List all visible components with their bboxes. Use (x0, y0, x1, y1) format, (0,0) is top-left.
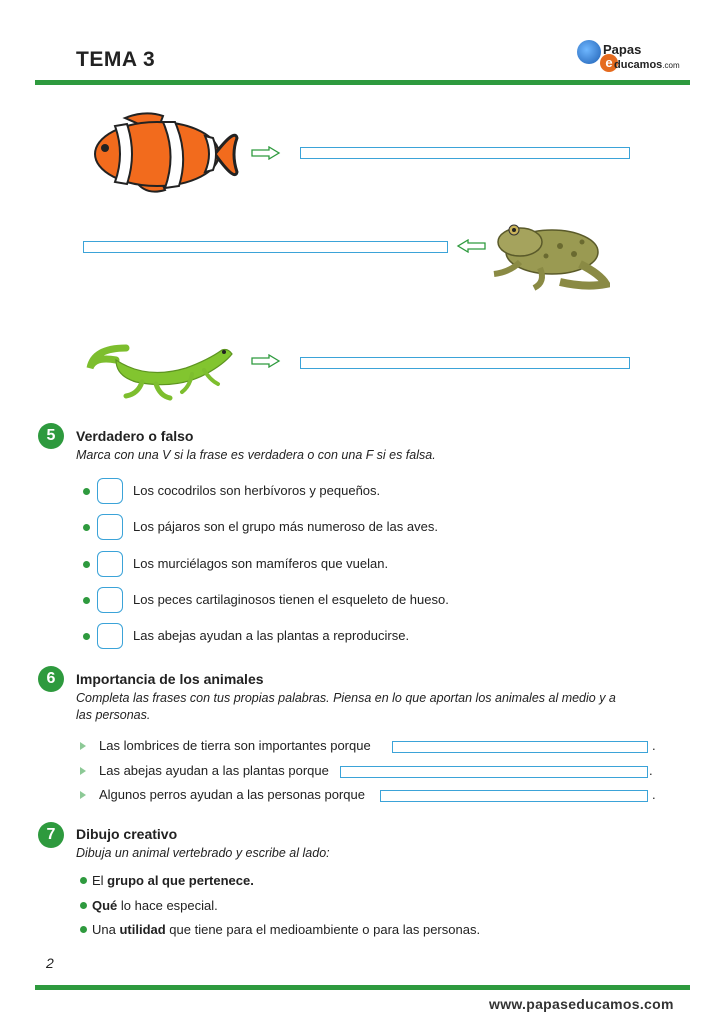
bullet-text (92, 922, 480, 937)
statement-text: Las abejas ayudan a las plantas a reproducirse. (133, 628, 410, 643)
answer-box-lizard[interactable] (300, 357, 630, 369)
sentence-period: . (652, 738, 656, 753)
sentence-answer-line[interactable] (392, 741, 648, 753)
statement-text: Los murciélagos son mamíferos que vuelan. (133, 556, 389, 571)
statement-text: Los cocodrilos son herbívoros y pequeños. (133, 483, 381, 498)
answer-box-frog[interactable] (83, 241, 448, 253)
true-false-box[interactable] (97, 623, 123, 649)
arrow-right-icon (251, 354, 281, 368)
logo-educamos-text: ducamos (614, 59, 663, 71)
bullet-dot (83, 524, 90, 531)
logo-e-icon: e (600, 54, 618, 72)
sentence-text: Las lombrices de tierra son importantes porque (99, 738, 371, 753)
page-title: TEMA 3 (76, 48, 156, 71)
logo-globe-icon (577, 40, 601, 64)
sentence-answer-line[interactable] (380, 790, 648, 802)
logo-educamos (614, 59, 680, 71)
footer-url: www.papaseducamos.com (489, 996, 674, 1012)
bullet-dot (83, 561, 90, 568)
triangle-bullet-icon (80, 767, 86, 775)
statement-text: Los peces cartilaginosos tienen el esqueleto de hueso. (133, 592, 449, 607)
section-title: Importancia de los animales (76, 671, 264, 687)
answer-box-clownfish[interactable] (300, 147, 630, 159)
bullet-dot (83, 597, 90, 604)
section-number: 7 (38, 822, 64, 848)
logo-com: .com (662, 61, 680, 70)
bullet-text-bold: utilidad (119, 922, 166, 937)
footer-divider (35, 985, 690, 990)
bullet-text-bold: grupo al que pertenece. (107, 873, 254, 888)
bullet-dot (83, 633, 90, 640)
bullet-text (92, 873, 254, 888)
sentence-period: . (652, 787, 656, 802)
arrow-right-icon (251, 146, 281, 160)
bullet-text-plain: lo hace especial. (117, 898, 218, 913)
section-instruction-cont: las personas. (76, 708, 151, 722)
true-false-box[interactable] (97, 551, 123, 577)
section-number: 5 (38, 423, 64, 449)
true-false-list (80, 476, 680, 646)
section-instruction: Dibuja un animal vertebrado y escribe al lado: (76, 846, 330, 860)
sentence-answer-line[interactable] (340, 766, 648, 778)
lizard-image (86, 334, 236, 404)
true-false-box[interactable] (97, 478, 123, 504)
true-false-box[interactable] (97, 514, 123, 540)
sentence-period: . (649, 763, 653, 778)
section-title: Verdadero o falso (76, 428, 194, 444)
bullet-text-plain: que tiene para el medioambiente o para las personas. (165, 922, 481, 937)
section-instruction: Marca con una V si la frase es verdadera o con una F si es falsa. (76, 448, 436, 462)
true-false-box[interactable] (97, 587, 123, 613)
triangle-bullet-icon (80, 742, 86, 750)
bullet-dot (80, 877, 87, 884)
section-title: Dibujo creativo (76, 826, 178, 842)
bullet-text (92, 898, 218, 913)
header-divider (35, 80, 690, 85)
frog-image (490, 212, 610, 294)
bullet-text-bold: Qué (92, 898, 118, 913)
section-number: 6 (38, 666, 64, 692)
bullet-text-plain: El (92, 873, 108, 888)
bullet-dot (80, 902, 87, 909)
bullet-dot (80, 926, 87, 933)
statement-text: Los pájaros son el grupo más numeroso de las aves. (133, 519, 438, 534)
section-instruction: Completa las frases con tus propias palabras. Piensa en lo que aportan los animales al medio y a (76, 691, 616, 705)
sentence-text: Las abejas ayudan a las plantas porque (99, 763, 329, 778)
clownfish-image (85, 110, 240, 196)
triangle-bullet-icon (80, 791, 86, 799)
sentence-text: Algunos perros ayudan a las personas porque (99, 787, 365, 802)
arrow-left-icon (456, 239, 486, 253)
bullet-text-plain: Una (92, 922, 120, 937)
logo-papas: Papas (603, 42, 642, 57)
page-number: 2 (46, 955, 54, 971)
bullet-dot (83, 488, 90, 495)
